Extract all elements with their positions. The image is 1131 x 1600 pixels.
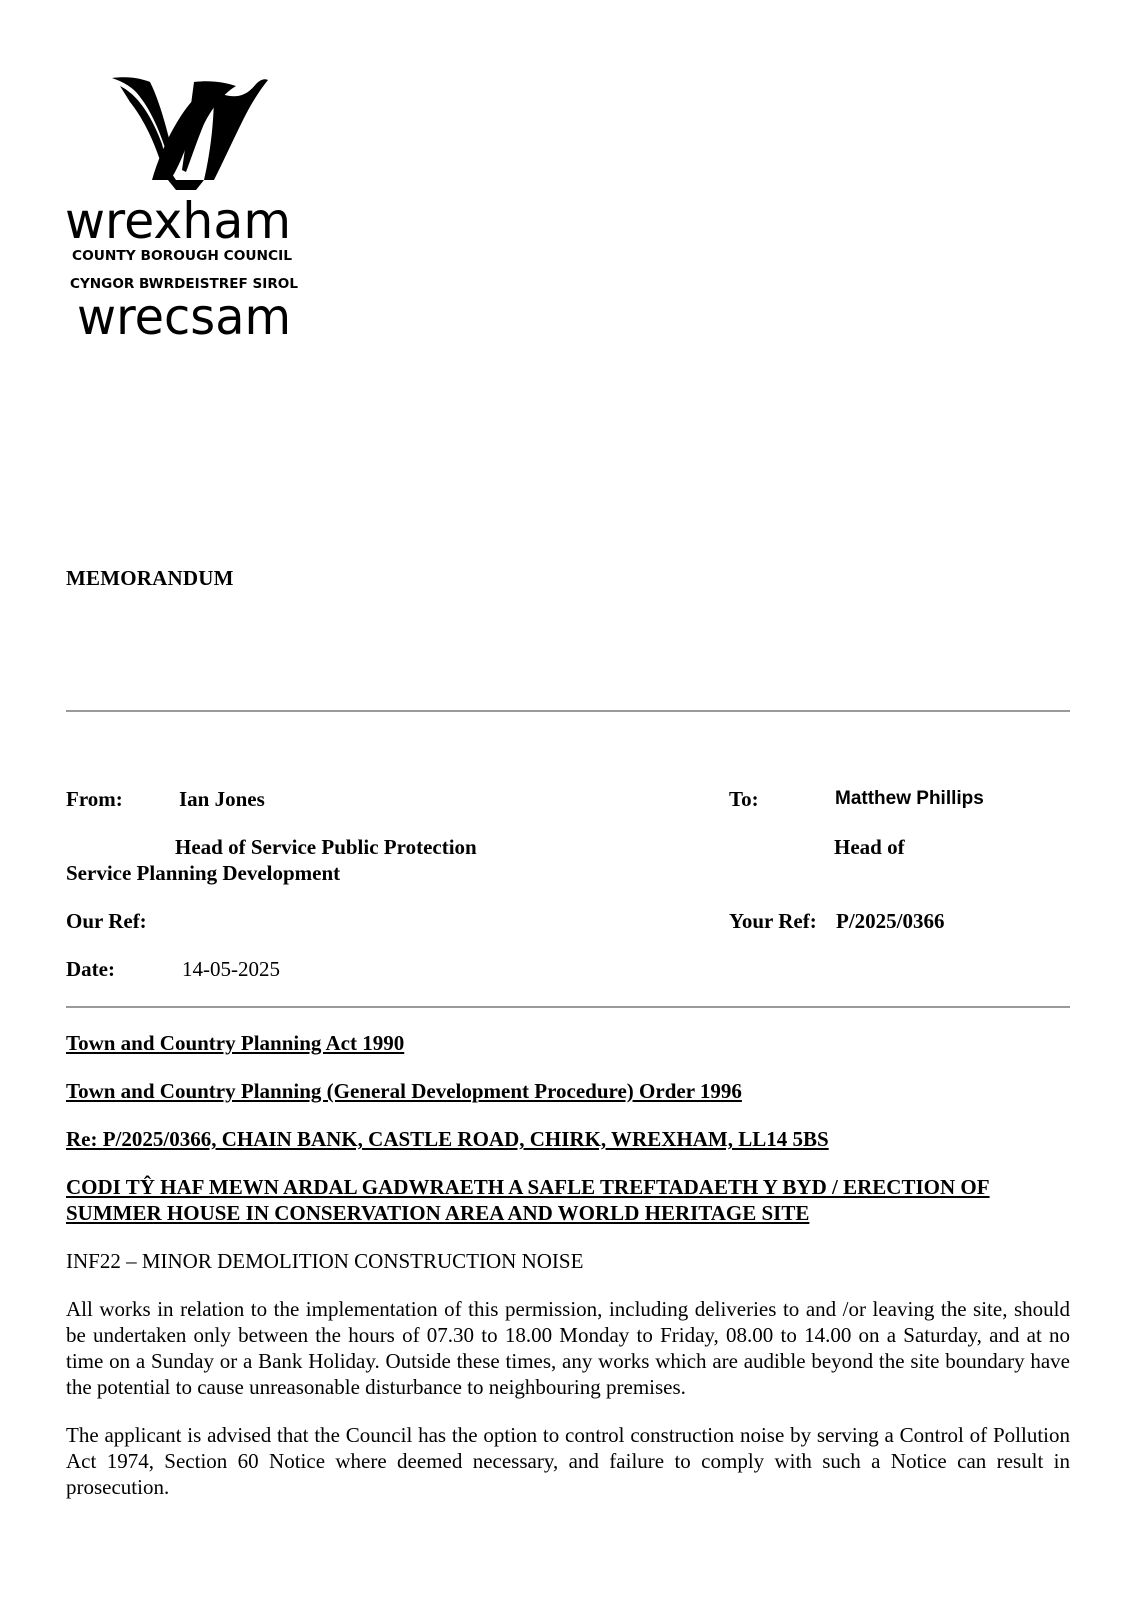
proposal-heading: CODI TŶ HAF MEWN ARDAL GADWRAETH A SAFLE TREFTADAETH Y BYD / ERECTION OF SUMMER HOUSE IN CONSERVATION AREA AND WORLD HERITAGE SITE — [66, 1175, 990, 1225]
council-logo — [64, 72, 309, 347]
paragraph-enforcement: The applicant is advised that the Council has the option to control construction noise by serving a Control of Pollution Act 1974, Section 60 Notice where deemed necessary, and failure to comply with such a Notice can result in prosecution. — [66, 1423, 1070, 1499]
wrexham-w-emblem-icon — [64, 72, 309, 347]
act-heading: Town and Country Planning Act 1990 — [66, 1031, 405, 1055]
logo-council-en: COUNTY BOROUGH COUNCIL — [72, 249, 292, 264]
logo-name-cy: wrecsam — [77, 288, 291, 346]
logo-council-cy: CYNGOR BWRDEISTREF SIROL — [70, 277, 298, 292]
memo-body — [66, 1030, 1070, 1522]
to-name: Matthew Phillips — [835, 788, 984, 809]
paragraph-hours: All works in relation to the implementation of this permission, including deliveries to and /or leaving the site, should be undertaken only between the hours of 07.30 to 18.00 Monday to Friday, 08.00 to 14.00 on a Saturday, and at no time on a Sunday or a Bank Holiday. Outside these times, any works which are audible beyond the site boundary have the potential to cause unreasonable disturbance to neighbouring premises. — [66, 1297, 1070, 1399]
your-ref-label: Your Ref: — [729, 909, 817, 933]
from-name: Ian Jones — [179, 787, 265, 811]
from-label: From: — [66, 787, 123, 811]
header-divider-bottom — [66, 1006, 1070, 1008]
date-label: Date: — [66, 957, 115, 981]
to-role-part2: Service Planning Development — [66, 861, 341, 885]
to-role-part1: Head of — [834, 835, 905, 859]
to-label: To: — [729, 787, 759, 811]
logo-name-en: wrexham — [65, 192, 291, 250]
your-ref-value: P/2025/0366 — [836, 909, 945, 933]
memo-title: MEMORANDUM — [66, 566, 234, 590]
re-heading: Re: P/2025/0366, CHAIN BANK, CASTLE ROAD, CHIRK, WREXHAM, LL14 5BS — [66, 1127, 829, 1151]
header-divider-top — [66, 710, 1070, 712]
from-role: Head of Service Public Protection — [175, 835, 477, 859]
condition-code: INF22 – MINOR DEMOLITION CONSTRUCTION NOISE — [66, 1249, 584, 1273]
date-value: 14-05-2025 — [182, 957, 280, 981]
our-ref-label: Our Ref: — [66, 909, 147, 933]
order-heading: Town and Country Planning (General Development Procedure) Order 1996 — [66, 1079, 742, 1103]
